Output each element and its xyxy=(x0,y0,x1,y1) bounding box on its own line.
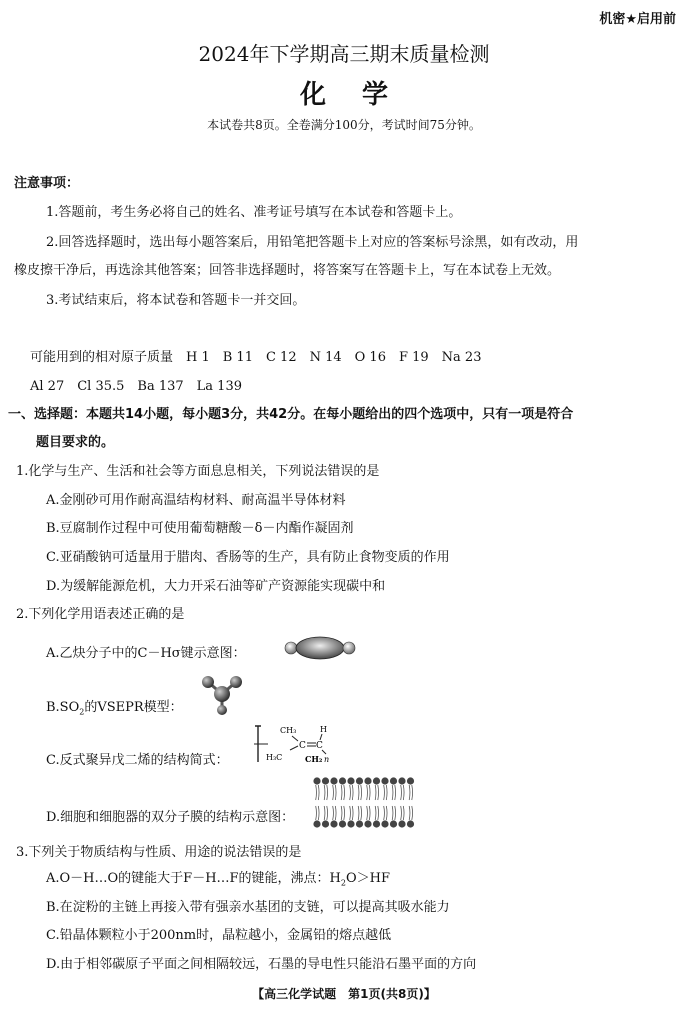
q3-option-d: D.由于相邻碳原子平面之间相隔较远，石墨的导电性只能沿石墨平面的方向 xyxy=(46,957,477,972)
formula-h3c: H₃C xyxy=(266,753,283,762)
atom-left xyxy=(285,642,297,654)
q2-option-c: C.反式聚异戊二烯的结构简式： xyxy=(46,753,229,768)
lipid-tail xyxy=(344,785,345,800)
lipid-head-top xyxy=(398,777,405,784)
note-item-1: 1.答题前，考生务必将自己的姓名、准考证号填写在本试卷和答题卡上。 xyxy=(46,205,462,220)
q2-option-a: A.乙炔分子中的C－Hσ键示意图： xyxy=(46,646,246,661)
q2-option-d: D.细胞和细胞器的双分子膜的结构示意图： xyxy=(46,810,295,825)
note-item-2-line1: 2.回答选择题时，选出每小题答案后，用铅笔把答题卡上对应的答案标号涂黑，如有改动，用 xyxy=(46,235,579,250)
q1-option-c: C.亚硝酸钠可适量用于腊肉、香肠等的生产，具有防止食物变质的作用 xyxy=(46,550,450,565)
lipid-head-top xyxy=(364,777,371,784)
lipid-head-bottom xyxy=(330,820,337,827)
lipid-head-top xyxy=(347,777,354,784)
vsepr-model-diagram xyxy=(200,672,244,716)
lipid-head-top xyxy=(339,777,346,784)
lipid-tail xyxy=(369,806,370,820)
lipid-tail xyxy=(341,806,342,820)
q1-option-d: D.为缓解能源危机，大力开采石油等矿产资源能实现碳中和 xyxy=(46,579,386,594)
lipid-head-top xyxy=(313,777,320,784)
page-footer: 【高三化学试题 第1页(共8页)】 xyxy=(252,987,436,1001)
q1-option-a: A.金刚砂可用作耐高温结构材料、耐高温半导体材料 xyxy=(46,493,346,508)
lipid-tail xyxy=(335,806,336,820)
bilayer-membrane-diagram xyxy=(312,776,418,830)
central-atom xyxy=(214,686,230,702)
lipid-head-top xyxy=(356,777,363,784)
q3-option-a xyxy=(46,867,390,888)
lone-pair xyxy=(217,705,227,715)
subject-title: 化学 xyxy=(299,80,424,110)
q2-option-b-sub: 2 xyxy=(79,707,85,717)
lipid-tail xyxy=(361,785,362,800)
lipid-tail xyxy=(350,785,351,800)
formula-ch2: CH₂ xyxy=(305,754,323,764)
atom-right xyxy=(343,642,355,654)
lipid-tail xyxy=(361,806,362,820)
lipid-tail xyxy=(318,785,319,800)
q1-stem: 1.化学与生产、生活和社会等方面息息相关，下列说法错误的是 xyxy=(16,464,380,479)
lipid-head-top xyxy=(373,777,380,784)
lipid-head-top xyxy=(322,777,329,784)
lipid-head-bottom xyxy=(347,820,354,827)
note-item-2-line2: 橡皮擦干净后，再选涂其他答案；回答非选择题时，将答案写在答题卡上，写在本试卷上无效。 xyxy=(14,263,561,278)
formula-c2: C xyxy=(316,741,323,751)
lipid-tail xyxy=(316,806,317,820)
lipid-head-top xyxy=(330,777,337,784)
q2-option-b-post: 的VSEPR模型： xyxy=(84,700,183,715)
lipid-tail xyxy=(358,806,359,820)
lipid-tail xyxy=(403,806,404,820)
exam-info: 本试卷共8页。全卷满分100分，考试时间75分钟。 xyxy=(207,118,481,132)
section1-heading-line2: 题目要求的。 xyxy=(36,435,115,450)
exam-title: 2024年下学期高三期末质量检测 xyxy=(198,42,490,66)
lipid-head-top xyxy=(390,777,397,784)
lipid-tail xyxy=(367,785,368,800)
lipid-tail xyxy=(333,785,334,800)
lipid-tail xyxy=(378,806,379,820)
section1-heading-line1: 一、选择题：本题共14小题，每小题3分，共42分。在每小题给出的四个选项中，只有一项是符合 xyxy=(8,407,574,422)
lipid-tail xyxy=(395,785,396,800)
lipid-tail xyxy=(335,785,336,800)
notes-heading: 注意事项： xyxy=(14,176,80,191)
lipid-tail xyxy=(401,806,402,820)
ligand-atom-1 xyxy=(202,676,214,688)
lipid-tail xyxy=(386,806,387,820)
ligand-atom-2 xyxy=(230,676,242,688)
polyisoprene-formula xyxy=(252,722,336,766)
lipid-head-bottom xyxy=(322,820,329,827)
formula-h: H xyxy=(320,725,327,734)
lipid-tail xyxy=(384,806,385,820)
atomic-masses-line2: Al 27 Cl 35.5 Ba 137 La 139 xyxy=(30,379,242,394)
lipid-tail xyxy=(375,806,376,820)
q2-stem: 2.下列化学用语表述正确的是 xyxy=(16,607,185,622)
lipid-tail xyxy=(352,806,353,820)
lipid-tail xyxy=(333,806,334,820)
lipid-tail xyxy=(409,785,410,800)
lipid-head-bottom xyxy=(390,820,397,827)
q3-option-b: B.在淀粉的主链上再接入带有强亲水基团的支链，可以提高其吸水能力 xyxy=(46,900,450,915)
confidential-mark: 机密★启用前 xyxy=(599,12,676,27)
q2-option-b-pre: B.SO xyxy=(46,700,80,715)
lipid-head-bottom xyxy=(407,820,414,827)
formula-c1: C xyxy=(299,741,306,751)
lipid-head-bottom xyxy=(381,820,388,827)
lipid-tail xyxy=(395,806,396,820)
q3-option-a-post: O＞HF xyxy=(345,871,390,886)
lipid-tail xyxy=(386,785,387,800)
lipid-tail xyxy=(378,785,379,800)
formula-ch3: CH₃ xyxy=(280,726,297,735)
lipid-tail xyxy=(401,785,402,800)
lipid-tail xyxy=(403,785,404,800)
lipid-tail xyxy=(367,806,368,820)
q3-option-a-pre: A.O－H…O的键能大于F－H…F的键能，沸点：H xyxy=(46,871,341,886)
lipid-tail xyxy=(352,785,353,800)
lipid-tail xyxy=(327,806,328,820)
lipid-head-bottom xyxy=(356,820,363,827)
lipid-head-bottom xyxy=(373,820,380,827)
lipid-tail xyxy=(344,806,345,820)
q1-option-b: B.豆腐制作过程中可使用葡萄糖酸－δ－内酯作凝固剂 xyxy=(46,521,354,536)
lipid-tail xyxy=(316,785,317,800)
lipid-tail xyxy=(350,806,351,820)
formula-n: n xyxy=(324,755,330,764)
lipid-tail xyxy=(392,785,393,800)
lipid-tail xyxy=(412,806,413,820)
lipid-tail xyxy=(327,785,328,800)
lipid-tail xyxy=(324,806,325,820)
lipid-tail xyxy=(369,785,370,800)
lipid-head-bottom xyxy=(364,820,371,827)
lipid-tail xyxy=(409,806,410,820)
lipid-tail xyxy=(358,785,359,800)
lipid-head-top xyxy=(381,777,388,784)
lipid-tail xyxy=(392,806,393,820)
q3-option-a-sub: 2 xyxy=(340,878,346,888)
lipid-tail xyxy=(375,785,376,800)
atomic-masses-line1: 可能用到的相对原子质量 H 1 B 11 C 12 N 14 O 16 F 19 Na 23 xyxy=(30,350,482,365)
lipid-tail xyxy=(384,785,385,800)
lipid-head-top xyxy=(407,777,414,784)
q3-option-c: C.铅晶体颗粒小于200nm时，晶粒越小，金属铅的熔点越低 xyxy=(46,928,392,943)
lipid-tail xyxy=(341,785,342,800)
note-item-3: 3.考试结束后，将本试卷和答题卡一并交回。 xyxy=(46,293,306,308)
lipid-tail xyxy=(412,785,413,800)
lipid-tail xyxy=(318,806,319,820)
lipid-head-bottom xyxy=(398,820,405,827)
lipid-tail xyxy=(324,785,325,800)
sigma-bond-diagram xyxy=(284,634,356,662)
lipid-head-bottom xyxy=(339,820,346,827)
q3-stem: 3.下列关于物质结构与性质、用途的说法错误的是 xyxy=(16,845,302,860)
bond-orbital xyxy=(296,637,344,659)
q2-option-b xyxy=(46,696,183,717)
lipid-head-bottom xyxy=(313,820,320,827)
